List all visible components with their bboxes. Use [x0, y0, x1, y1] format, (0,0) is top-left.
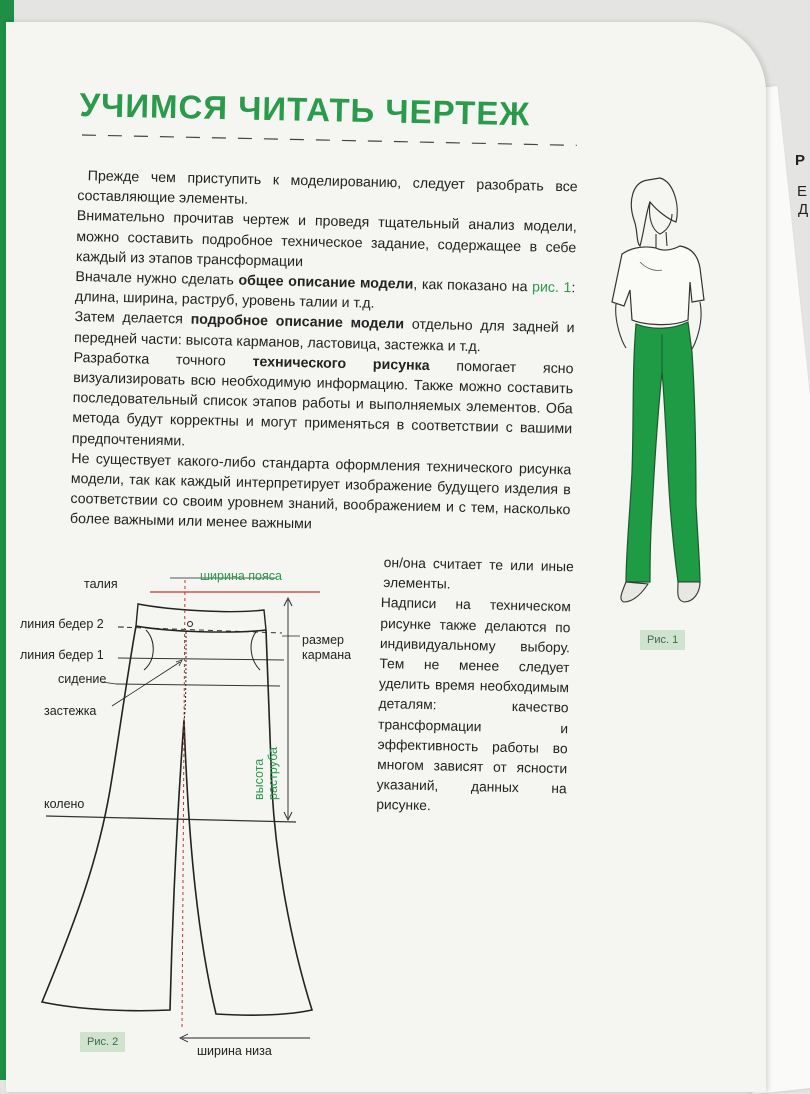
technical-drawing: [20, 570, 340, 1070]
paragraph: Внимательно прочитав чертеж и проведя тщательный анализ модели, можно составить подробное техническое задание, содержащее в себе каждый из этапов трансформации: [75, 208, 577, 270]
next-page-char: Е: [797, 183, 808, 200]
label-hip-line-2: линия бедер 2: [20, 617, 104, 631]
label-fastener: застежка: [44, 704, 97, 718]
label-pocket-size: размер кармана: [302, 633, 352, 662]
label-hem-width: ширина низа: [197, 1044, 272, 1058]
label-flare-height: высота раструба: [252, 747, 280, 800]
paragraph: Затем делается подробное описание модели отдельно для задней и передней части: высота карманов, ластовица, застежка и т.д.: [73, 309, 575, 355]
fashion-figure-illustration: [600, 172, 720, 612]
page-title: УЧИМСЯ ЧИТАТЬ ЧЕРТЕЖ: [79, 86, 531, 133]
label-seat: сидение: [58, 672, 107, 686]
next-page-char: Д: [798, 201, 809, 218]
figure-1-caption: Рис. 1: [640, 630, 685, 650]
paragraph: Вначале нужно сделать общее описание модели, как показано на рис. 1: длина, ширина, раструб, уровень талии и т.д.: [74, 268, 576, 312]
label-waistband-width: ширина пояса: [200, 569, 282, 583]
paragraph: Надписи на техническом рисунке также делаются по индивидуальному выбору. Тем не менее следует уделить время необходимым деталям: качество трансформации и эффективность работы во многом зависят от ясности указаний, данных на рисунке.: [376, 595, 571, 814]
label-waist: талия: [84, 577, 118, 591]
label-knee: колено: [44, 797, 85, 811]
intro-text: [70, 166, 578, 541]
paragraph: Прежде чем приступить к моделированию, следует разобрать все составляющие элементы.: [77, 168, 578, 209]
figure-reference: рис. 1: [531, 279, 572, 297]
label-hip-line-1: линия бедер 1: [20, 648, 104, 662]
paragraph: Разработка точного технического рисунка помогает ясно визуализировать всю необходимую информацию. Также можно составить последовательный список этапов работы и выполняемых элементов. Оба метода будут корректны и могут применяться в соответствии с вашими предпочтениями.: [71, 349, 574, 450]
figure-2-caption: Рис. 2: [80, 1032, 125, 1052]
paragraph: Не существует какого-либо стандарта оформления технического рисунка модели, так как каждый интерпретирует изображение будущего изделия в соответствии со своим уровнем знаний, воображением и с тем, насколько более важными или менее важными: [69, 450, 572, 533]
next-page-char: Р: [795, 152, 806, 169]
paragraph: он/она считает те или иные элементы.: [383, 555, 574, 592]
